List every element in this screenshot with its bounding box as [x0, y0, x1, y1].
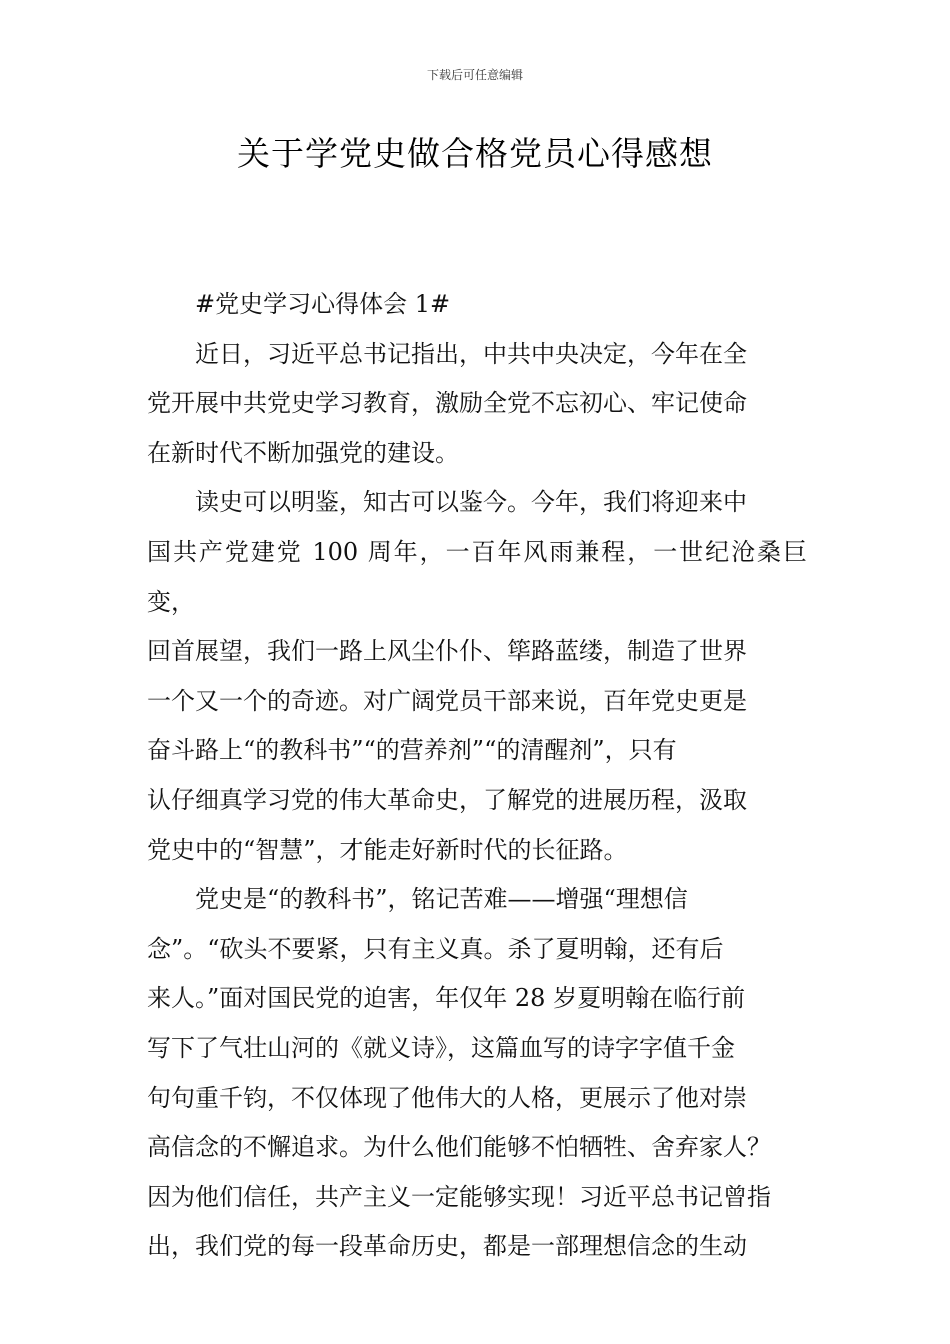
document-title: 关于学党史做合格党员心得感想 — [237, 134, 713, 173]
header-note: 下载后可任意编辑 — [426, 68, 523, 82]
paragraph: 党史是“的教科书”，铭记苦难——增强“理想信 念”。“砍头不要紧，只有主义真。杀了夏明翰，还有后 来人。”面对国民党的迫害，年仅年 28 岁夏明翰在临行前 写下了气壮山河的《就义诗》，这篇血写的诗字字值千金 句句重千钧，不仅体现了他伟大的人格，更展示了他对崇 高信念的不懈追求。为什么他们能够不怕牺牲、舍弃家人？ 因为他们信任，共产主义一定能够实现！习近平总书记曾指 出，我们党的每一段革命历史，都是一部理想信念的生动 — [147, 885, 771, 1261]
paragraph: 近日，习近平总书记指出，中共中央决定，今年在全 党开展中共党史学习教育，激励全党不忘初心、牢记使命 在新时代不断加强党的建设。 — [147, 339, 747, 467]
document-body — [147, 280, 807, 1272]
section-heading: #党史学习心得体会 1# — [195, 290, 451, 318]
paragraph: 读史可以明鉴，知古可以鉴今。今年，我们将迎来中 国共产党建党 100 周年，一百年风雨兼程，一世纪沧桑巨变， 回首展望，我们一路上风尘仆仆、筚路蓝缕，制造了世界 一个又一个的奇迹。对广阔党员干部来说，百年党史更是 奋斗路上“的教科书”“的营养剂”“的清醒剂”，只有 认仔细真学习党的伟大革命史，了解党的进展历程，汲取 党史中的“智慧”，才能走好新时代的长征路。 — [147, 488, 807, 864]
